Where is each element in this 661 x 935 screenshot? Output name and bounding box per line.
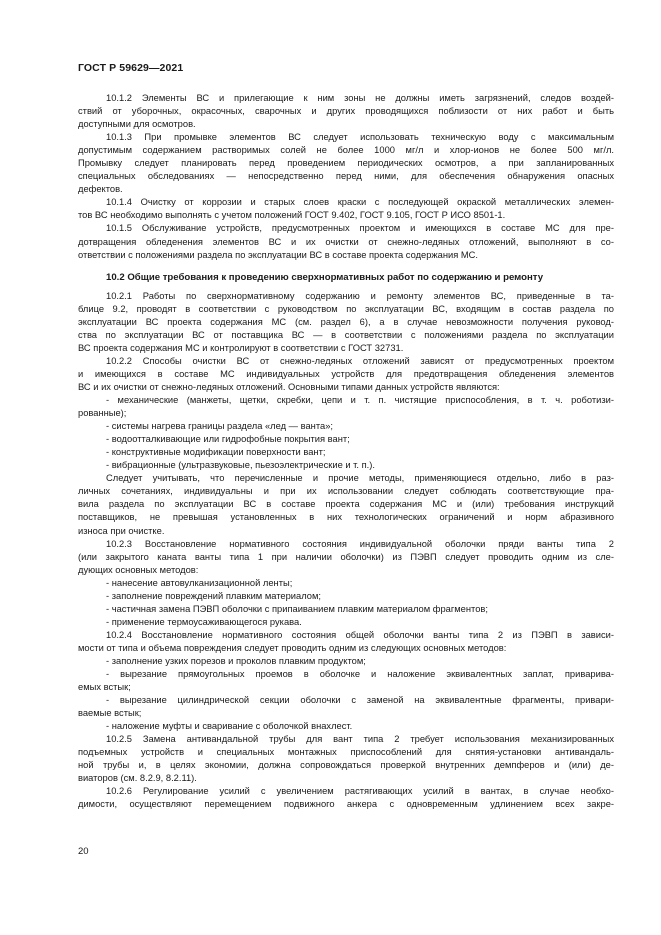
text-line: 10.1.4 Очистку от коррозии и старых слоев краски с последующей окраской металлических элемен- <box>106 197 614 208</box>
text-line: виаторов (см. 8.2.9, 8.2.11). <box>78 773 197 784</box>
text-line: - применение термоусаживающегося рукава. <box>106 616 302 627</box>
text-line: емых встык; <box>78 682 131 693</box>
text-line: 10.1.5 Обслуживание устройств, предусмотренных проектом и имеющихся в составе МС для пре- <box>106 223 614 234</box>
text-line: ваемые встык; <box>78 708 142 719</box>
text-line: ВС и их очистки от снежно-ледяных отложений. Основными типами данных устройств являются: <box>78 381 500 392</box>
text-line: - механические (манжеты, щетки, скребки, цепи и т. п. чистящие приспособления, в т. ч. роботизи- <box>106 395 614 406</box>
text-line: блице 9.2, проводят в соответствии с руководством по эксплуатации ВС, входящим в состав раздела по <box>78 303 614 314</box>
text-line: 10.2.4 Восстановление нормативного состояния общей оболочки ванты типа 2 из ПЭВП в зависи- <box>106 629 614 640</box>
text-line: Следует учитывать, что перечисленные и прочие методы, применяющиеся отдельно, либо в раз- <box>106 473 614 484</box>
text-line: - наложение муфты и сваривание с оболочкой внахлест. <box>106 721 353 732</box>
text-line: 10.2.5 Замена антивандальной трубы для вант типа 2 требует использования механизированных <box>106 734 614 745</box>
text-line: специальных обследованиях — непосредственно перед ними, для обеспечения обнаружения опасных <box>78 171 614 182</box>
text-line: и имеющихся в составе МС индивидуальных устройств для предотвращения обледенения элементов <box>78 368 614 379</box>
text-line: 10.1.3 При промывке элементов ВС следует использовать техническую воду с максимальным <box>106 132 614 143</box>
text-line: вила раздела по эксплуатации ВС в составе проекта содержания МС и (или) требования инструкций <box>78 499 614 510</box>
text-line: 10.1.2 Элементы ВС и прилегающие к ним зоны не должны иметь загрязнений, следов воздей- <box>106 93 614 103</box>
text-line: 10.2.3 Восстановление нормативного состояния индивидуальной оболочки пряди ванты типа 2 <box>106 538 614 549</box>
section-heading-10-2: 10.2 Общие требования к проведению сверхнормативных работ по содержанию и ремонту <box>106 271 544 283</box>
text-line: - заполнение узких порезов и проколов плавким продуктом; <box>106 655 366 666</box>
text-line: - вибрационные (ультразвуковые, пьезоэлектрические и т. п.). <box>106 460 375 471</box>
text-line: 10.2.2 Способы очистки ВС от снежно-ледяных отложений зависят от предусмотренных проектом <box>106 355 614 366</box>
text-line: димости, осуществляют перемещением подвижного анкера с одновременным удлинением всех закре- <box>78 799 614 810</box>
text-line: ства по эксплуатации ВС от поставщика ВС — в соответствии с положениями раздела по эксплуатации <box>78 329 614 340</box>
text-line: - частичная замена ПЭВП оболочки с припаиванием плавким материалом фрагментов; <box>106 603 488 614</box>
text-line: ствий от уборочных, окрасочных, сварочных и других проводящихся поблизости от них работ и быть <box>78 106 614 117</box>
text-line: мости от типа и объема повреждения следует проводить одним из следующих основных методов: <box>78 642 507 653</box>
text-line: допустимым содержанием растворимых солей не более 1000 мг/л и хлор-ионов не более 500 мг/л. <box>78 145 614 156</box>
text-line: 10.2.1 Работы по сверхнормативному содержанию и ремонту элементов ВС, приведенные в та- <box>106 290 614 301</box>
text-line: доступными для осмотров. <box>78 119 196 130</box>
text-line: (или закрытого каната ванты типа 1 при наличии оболочки) из ПЭВП следует проводить одним из сле- <box>78 551 614 562</box>
page-number: 20 <box>78 846 89 857</box>
text-line: - водоотталкивающие или гидрофобные покрытия вант; <box>106 434 350 445</box>
text-line: - нанесение автовулканизационной ленты; <box>106 577 293 588</box>
text-line: - вырезание цилиндрической секции оболочки с заменой на эквивалентные фрагменты, привари- <box>106 695 614 706</box>
document-header: ГОСТ Р 59629—2021 <box>78 62 184 74</box>
text-line: износа при очистке. <box>78 525 165 536</box>
text-line: дующих основных методов: <box>78 564 199 575</box>
section-10-2-paragraphs <box>78 290 614 812</box>
text-line: поставщиков, не превышая установленных в них технологических ограничений и норм абразивного <box>78 512 614 523</box>
text-line: дефектов. <box>78 184 123 195</box>
text-line: - вырезание прямоугольных проемов в оболочке и наложение эквивалентных заплат, приварива- <box>106 669 614 680</box>
document-body <box>78 92 614 812</box>
text-line: 10.2.6 Регулирование усилий с увеличением растягивающих усилий в вантах, в случае необхо- <box>106 786 614 797</box>
text-line: - заполнение повреждений плавким материалом; <box>106 590 321 601</box>
text-line: эксплуатации ВС проекта содержания МС (см. раздел 6), а в случае невозможности получения руковод- <box>78 316 614 327</box>
text-line: тов ВС необходимо выполнять с учетом положений ГОСТ 9.402, ГОСТ 9.105, ГОСТ Р ИСО 8501-1. <box>78 210 506 221</box>
text-line: Промывку следует планировать перед проведением периодических осмотров, а при запланированных <box>78 158 614 169</box>
text-line: подъемных устройств и специальных монтажных приспособлений для снятия-установки антивандаль- <box>78 747 614 758</box>
text-line: личных сочетаниях, индивидуальны и при их использовании следует соблюдать соответствующие пра- <box>78 486 614 497</box>
text-line: ВС проекта содержания МС и контролируют в соответствии с ГОСТ 32731. <box>78 342 404 353</box>
text-line: дотвращения обледенения элементов ВС и их очистки от снежно-ледяных отложений, выполняют в со- <box>78 236 614 247</box>
section-10-1-paragraphs <box>78 92 614 262</box>
text-line: ответствии с положениями раздела по эксплуатации ВС в составе проекта содержания МС. <box>78 249 479 260</box>
text-line: - конструктивные модификации поверхности вант; <box>106 447 326 458</box>
text-line: рованные); <box>78 408 127 419</box>
text-line: - системы нагрева границы раздела «лед — ванта»; <box>106 421 333 432</box>
text-line: ной трубы и, в целях экономии, должна сопровождаться проверкой внутренних демпферов и (или) де- <box>78 760 614 771</box>
